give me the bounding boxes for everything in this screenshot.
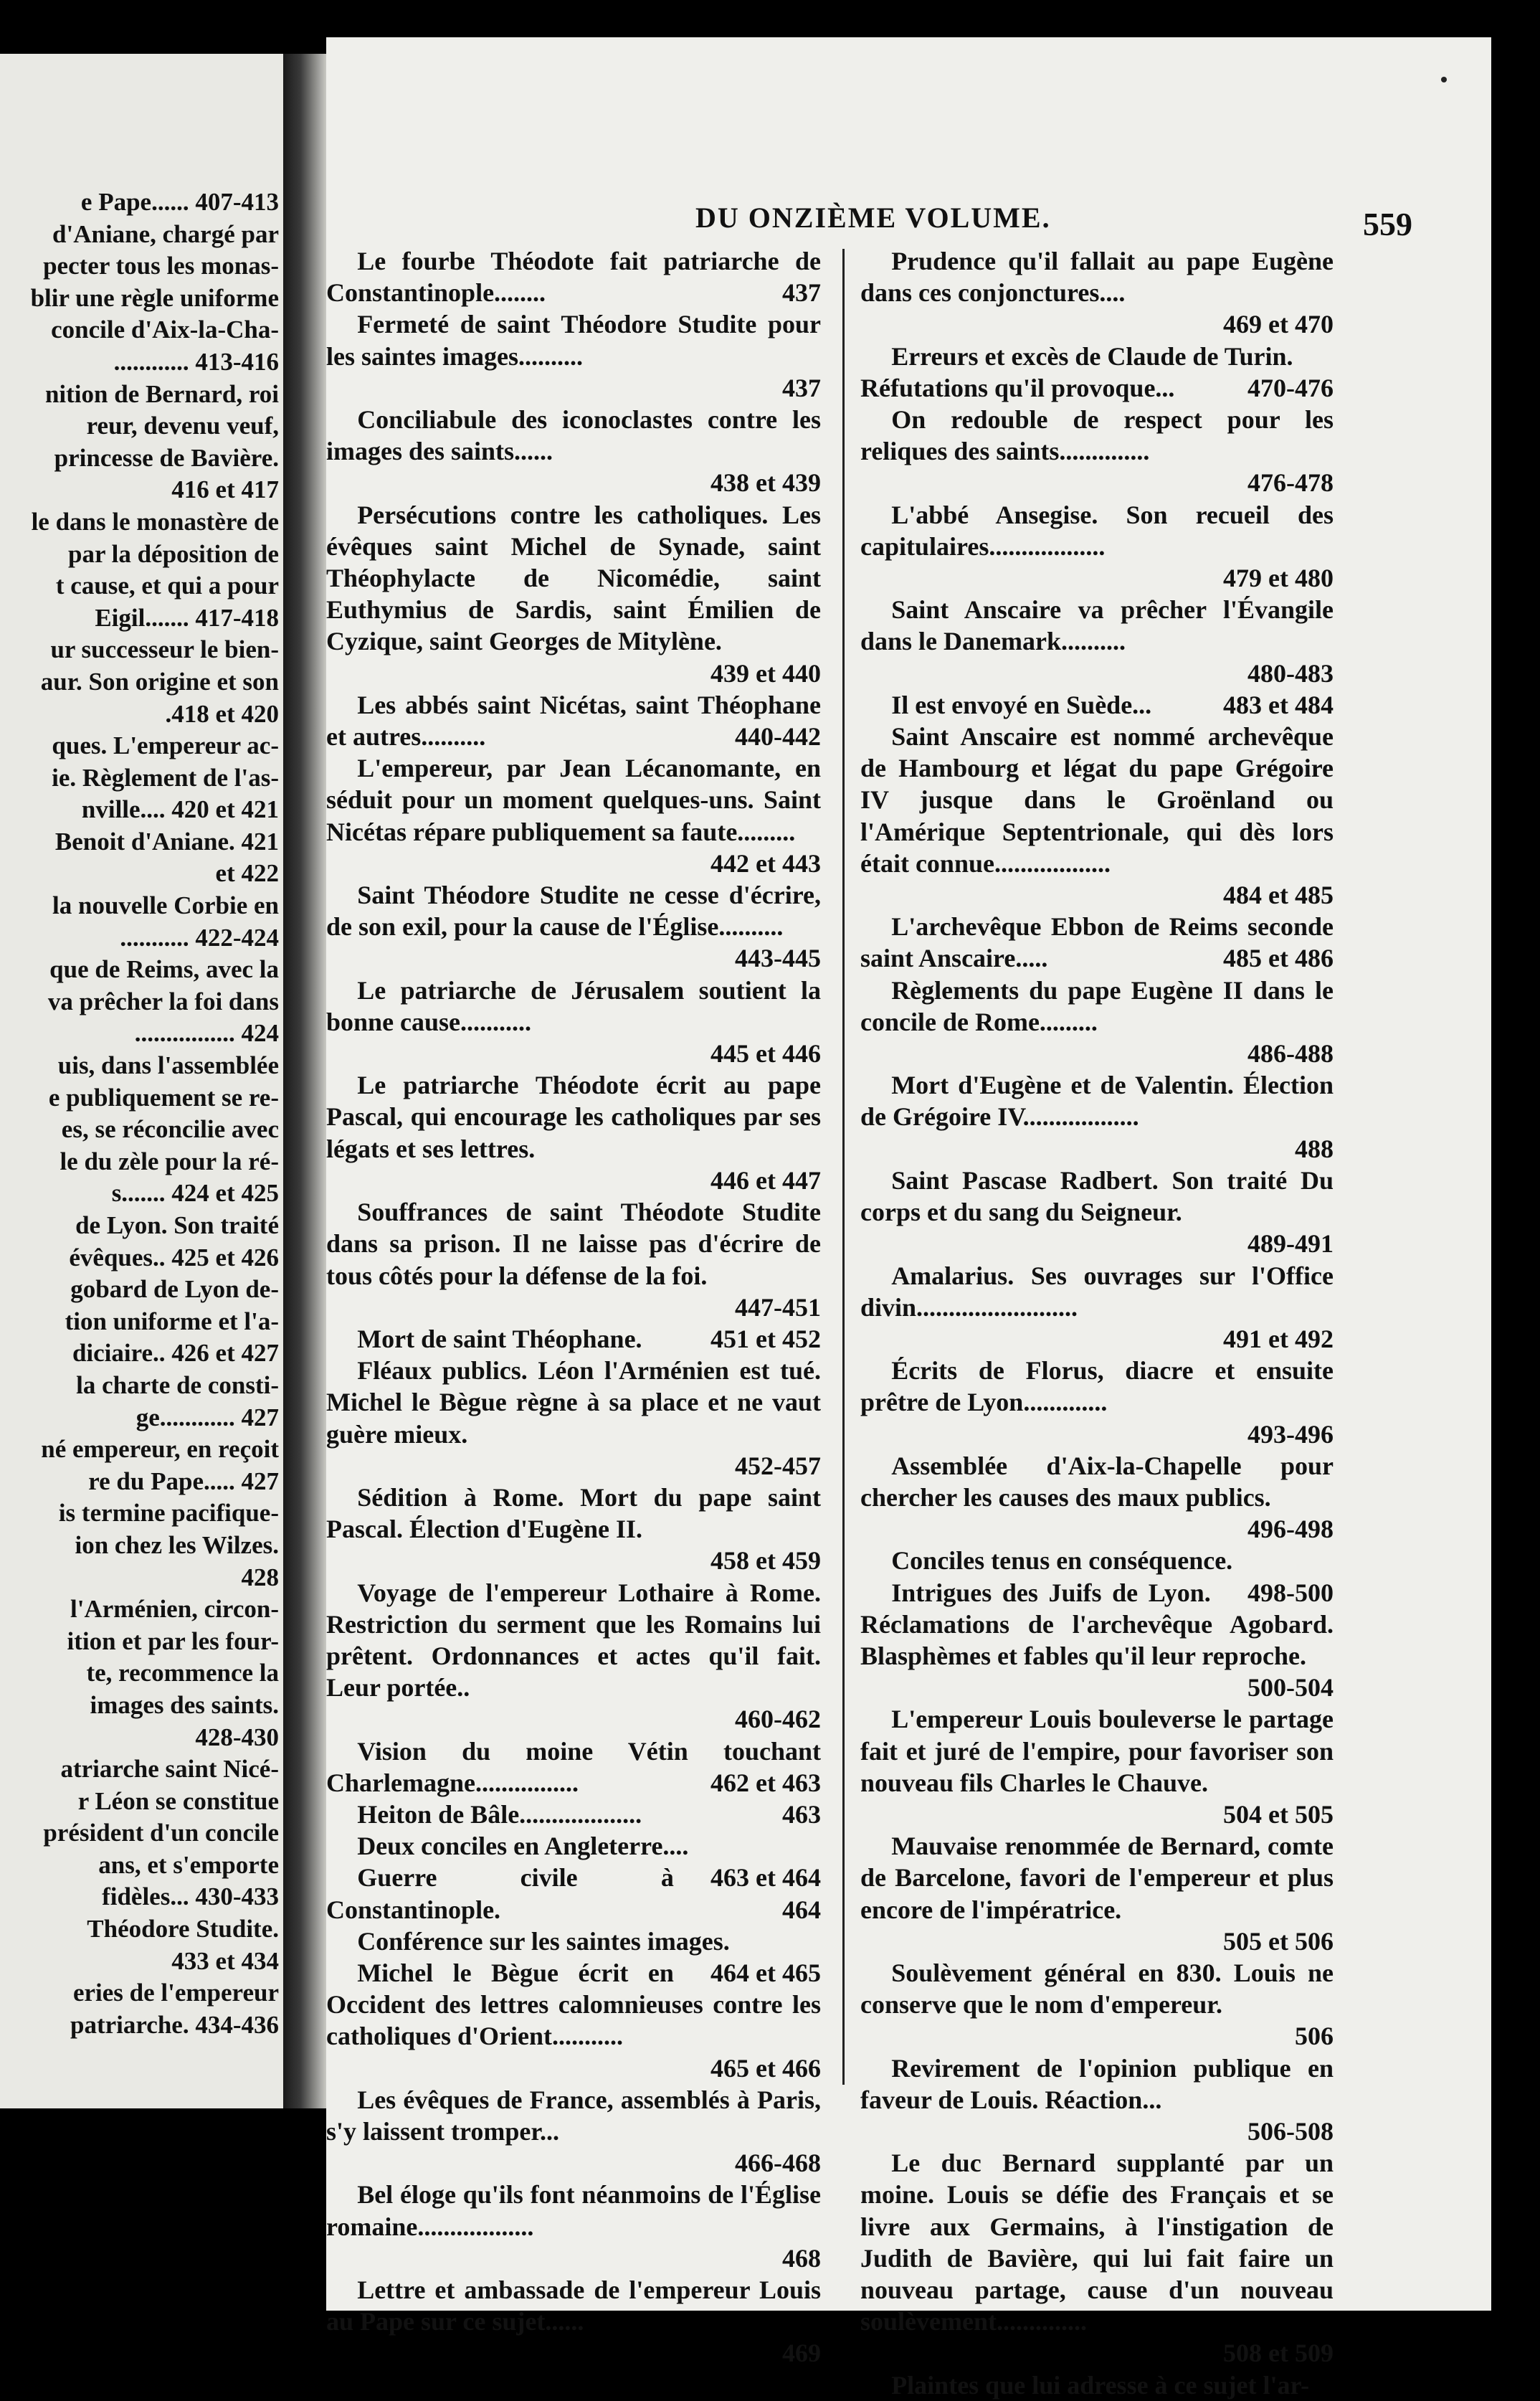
index-entry-text: Le patriarche Théodote écrit au pape Pascal, qui encourage les catholiques par ses légats et ses lettres. xyxy=(326,1071,821,1163)
index-entry-text: Réfutations qu'il provoque... xyxy=(860,373,1175,402)
index-entry-text: Conférence sur les saintes images. xyxy=(357,1926,730,1956)
facing-page-line: ............ 413-416 xyxy=(113,347,279,376)
facing-page-line: reur, devenu veuf, xyxy=(86,412,279,440)
facing-page-line: ans, et s'emporte xyxy=(98,1850,279,1879)
index-entry-text: Souffrances de saint Théodote Studite dans sa prison. Il ne laisse pas d'écrire de tous côtés pour la défense de la foi. xyxy=(326,1198,821,1290)
facing-page-line: diciaire.. 426 et 427 xyxy=(72,1339,279,1368)
facing-page-line: né empereur, en reçoit xyxy=(41,1435,279,1464)
column-divider xyxy=(842,249,845,2085)
index-entry xyxy=(326,689,821,752)
index-entry xyxy=(860,975,1334,1070)
index-entry-pages: 460-462 xyxy=(735,1705,821,1734)
index-entry-text: Assemblée d'Aix-la-Chapelle pour chercher les causes des maux publics. xyxy=(860,1451,1334,1512)
facing-page-line: gobard de Lyon de- xyxy=(70,1275,279,1304)
index-entry-pages: 498-500 xyxy=(1247,1578,1334,1607)
index-entry-text: Persécutions contre les catholiques. Les évêques saint Michel de Synade, saint Théophylacte de Nicomédie, saint Euthymius de Sardis, saint Émilien de Cyzique, saint Georges de Mitylène. xyxy=(326,500,821,656)
facing-page-line: 416 et 417 xyxy=(171,475,279,504)
index-column-left xyxy=(326,245,821,2369)
index-entry xyxy=(860,1703,1334,1830)
index-entry-text: Règlements du pape Eugène II dans le concile de Rome......... xyxy=(860,975,1334,1036)
index-entry-text: Amalarius. Ses ouvrages sur l'Office divin......................... xyxy=(860,1261,1334,1322)
facing-page-line: atriarche saint Nicé- xyxy=(60,1755,279,1784)
index-entry xyxy=(860,1450,1334,1545)
index-entry-text: Le fourbe Théodote fait patriarche de Constantinople........ xyxy=(326,247,821,308)
facing-page-line: nville.... 420 et 421 xyxy=(81,795,279,824)
index-entry-text: Mauvaise renommée de Bernard, comte de Barcelone, favori de l'empereur et plus encore de l'impératrice. xyxy=(860,1832,1334,1924)
facing-page-line: images des saints. xyxy=(90,1690,279,1719)
index-entry-text: Saint Théodore Studite ne cesse d'écrire, de son exil, pour la cause de l'Église.......... xyxy=(326,881,821,942)
index-entry-pages: 488 xyxy=(1295,1134,1334,1163)
index-entry-text: Conciles tenus en conséquence. xyxy=(891,1546,1233,1576)
facing-page-line: concile d'Aix-la-Cha- xyxy=(51,316,279,344)
facing-page-line: patriarche. 434-436 xyxy=(70,2010,279,2039)
index-entry xyxy=(860,1260,1334,1355)
index-entry-text: Soulèvement général en 830. Louis ne conserve que le nom d'empereur. xyxy=(860,1958,1334,2019)
index-entry-text: L'archevêque Ebbon de Reims seconde saint Anscaire..... xyxy=(860,912,1334,973)
index-entry xyxy=(326,404,821,499)
index-entry-pages: 506-508 xyxy=(1247,2116,1334,2146)
index-entry-text: Revirement de l'opinion publique en faveur de Louis. Réaction... xyxy=(860,2053,1334,2114)
index-entry-pages: 506 xyxy=(1295,2022,1334,2051)
facing-page-line: fidèles... 430-433 xyxy=(102,1883,279,1911)
index-entry xyxy=(860,689,1334,721)
index-entry-pages: 466-468 xyxy=(735,2149,821,2178)
index-entry xyxy=(860,499,1334,595)
index-entry xyxy=(860,245,1334,341)
index-entry xyxy=(326,2084,821,2179)
index-entry xyxy=(860,594,1334,689)
index-entry xyxy=(326,245,821,308)
index-entry xyxy=(860,341,1334,372)
index-entry-text: Saint Pascase Radbert. Son traité Du corps et du sang du Seigneur. xyxy=(860,1165,1334,1227)
index-entry xyxy=(326,1926,821,1987)
index-page xyxy=(326,37,1491,2400)
index-entry xyxy=(326,1482,821,1577)
facing-page-line: par la déposition de xyxy=(68,539,279,568)
index-entry-pages: 469 et 470 xyxy=(1223,310,1334,339)
index-entry-text: Sédition à Rome. Mort du pape saint Pascal. Élection d'Eugène II. xyxy=(326,1482,821,1544)
index-entry-pages: 489-491 xyxy=(1247,1229,1334,1259)
index-entry-text: Les abbés saint Nicétas, saint Théophane et autres.......... xyxy=(326,690,821,752)
facing-page-line: Benoit d'Aniane. 421 xyxy=(54,827,279,856)
facing-page-line: ques. L'empereur ac- xyxy=(52,731,279,760)
facing-page-line: de Lyon. Son traité xyxy=(75,1211,279,1239)
index-entry xyxy=(326,1355,821,1482)
facing-page-line: uis, dans l'assemblée xyxy=(57,1051,279,1080)
facing-page-line: le du zèle pour la ré- xyxy=(60,1147,279,1175)
index-entry-pages: 464 xyxy=(782,1895,821,1924)
facing-page-line: blir une règle uniforme xyxy=(30,283,279,312)
book-gutter xyxy=(283,54,326,2108)
index-entry xyxy=(326,752,821,879)
page-number: 559 xyxy=(1363,206,1412,242)
index-entry xyxy=(860,404,1334,499)
index-entry xyxy=(326,1799,821,1830)
index-entry-text: Plaintes que lui adresse à ce sujet l'ar- xyxy=(891,2370,1310,2400)
index-entry xyxy=(326,975,821,1070)
facing-page-line: is termine pacifique- xyxy=(58,1499,279,1528)
index-entry-pages: 496-498 xyxy=(1247,1515,1334,1544)
index-entry-pages: 447-451 xyxy=(735,1292,821,1322)
facing-page-line: ge............ 427 xyxy=(136,1403,279,1431)
index-entry-text: Fermeté de saint Théodore Studite pour les saintes images.......... xyxy=(326,310,821,371)
facing-page-line: ion chez les Wilzes. xyxy=(75,1530,279,1559)
index-entry-text: Les évêques de France, assemblés à Paris, s'y laissent tromper... xyxy=(326,2085,821,2146)
index-entry xyxy=(860,721,1334,911)
index-entry-text: Bel éloge qu'ils font néanmoins de l'Église romaine.................. xyxy=(326,2180,821,2241)
index-entry-text: Le duc Bernard supplanté par un moine. Louis se défie des Français et se livre aux Germains, à l'instigation de Judith de Bavière, qui lui fait faire un nouveau partage, cause d'un nouveau soulèvement.............. xyxy=(860,2149,1334,2336)
index-entry-pages: 491 et 492 xyxy=(1223,1324,1334,1353)
index-entry-pages: 437 xyxy=(782,373,821,402)
facing-page-line: s....... 424 et 425 xyxy=(111,1179,279,1208)
index-entry xyxy=(326,2179,821,2274)
index-entry-pages: 500-504 xyxy=(1247,1673,1334,1703)
index-entry-text: Il est envoyé en Suède... xyxy=(891,690,1152,719)
index-entry-pages: 463 xyxy=(782,1799,821,1829)
index-entry-pages: 493-496 xyxy=(1247,1419,1334,1449)
index-entry-pages: 484 et 485 xyxy=(1223,881,1334,910)
facing-page-text xyxy=(0,186,279,2041)
facing-page-line: es, se réconcilie avec xyxy=(61,1115,279,1144)
index-entry xyxy=(326,1323,821,1355)
index-entry-text: Heiton de Bâle................... xyxy=(357,1799,642,1829)
index-entry-text: Le patriarche de Jérusalem soutient la bonne cause........... xyxy=(326,975,821,1036)
index-entry-text: Michel le Bègue écrit en Occident des lettres calomnieuses contre les catholiques d'Orient........... xyxy=(326,1958,821,2051)
index-entry-text: Conciliabule des iconoclastes contre les images des saints...... xyxy=(326,405,821,466)
index-entry xyxy=(860,911,1334,974)
index-entry-pages: 483 et 484 xyxy=(1223,690,1334,719)
facing-page-line: te, recommence la xyxy=(86,1659,279,1687)
index-entry-pages: 452-457 xyxy=(735,1451,821,1480)
facing-page-line: eries de l'empereur xyxy=(72,1979,279,2007)
facing-page-line: .418 et 420 xyxy=(165,699,279,728)
facing-page-line: ur successeur le bien- xyxy=(50,635,279,664)
index-entry-pages: 451 et 452 xyxy=(710,1324,821,1353)
index-entry-pages: 438 et 439 xyxy=(710,468,821,498)
index-entry-pages: 437 xyxy=(782,278,821,308)
facing-page-line: 433 et 434 xyxy=(171,1946,279,1975)
index-entry-text: L'abbé Ansegise. Son recueil des capitulaires.................. xyxy=(860,500,1334,561)
index-entry xyxy=(326,1830,821,1893)
index-entry-text: Fléaux publics. Léon l'Arménien est tué. Michel le Bègue règne à sa place et ne vaut guère mieux. xyxy=(326,1356,821,1449)
facing-page-line: le dans le monastère de xyxy=(31,507,279,536)
index-entry xyxy=(860,372,1334,404)
facing-page-line: aur. Son origine et son xyxy=(40,667,279,696)
index-entry xyxy=(860,2052,1334,2148)
index-entry-pages: 445 et 446 xyxy=(710,1039,821,1069)
index-entry-text: On redouble de respect pour les reliques des saints.............. xyxy=(860,405,1334,466)
facing-page-line: président d'un concile xyxy=(43,1819,279,1847)
index-entry-pages: 479 et 480 xyxy=(1223,564,1334,593)
index-entry-pages: 458 et 459 xyxy=(710,1546,821,1576)
facing-page-line: d'Aniane, chargé par xyxy=(52,219,279,248)
index-entry-pages: 440-442 xyxy=(735,722,821,752)
facing-page-line: la charte de consti- xyxy=(76,1370,279,1399)
index-entry xyxy=(326,1577,821,1735)
index-entry-pages: 476-478 xyxy=(1247,468,1334,498)
index-entry xyxy=(326,308,821,404)
index-entry-text: Saint Anscaire est nommé archevêque de Hambourg et légat du pape Grégoire IV jusque dans le Groënland ou l'Amérique Septentrionale, qui dès lors était connue.................. xyxy=(860,722,1334,878)
index-entry-text: Voyage de l'empereur Lothaire à Rome. Restriction du serment que les Romains lui prêtent. Ordonnances et actes qu'il fait. Leur portée.. xyxy=(326,1578,821,1703)
index-entry-pages: 463 et 464 xyxy=(710,1863,821,1893)
index-entry-pages: 504 et 505 xyxy=(1223,1799,1334,1829)
facing-page-line: ........... 422-424 xyxy=(120,923,279,952)
index-entry-pages: 508 et 509 xyxy=(1223,2339,1334,2368)
index-entry-pages: 465 et 466 xyxy=(710,2053,821,2083)
index-column-right xyxy=(860,245,1334,2401)
facing-page-line: nition de Bernard, roi xyxy=(44,379,279,408)
index-entry-pages: 480-483 xyxy=(1247,658,1334,688)
facing-page-line: r Léon se constitue xyxy=(77,1786,279,1815)
index-entry xyxy=(326,1735,821,1799)
index-entry-pages: 462 et 463 xyxy=(710,1768,821,1797)
index-entry-text: Mort de saint Théophane. xyxy=(357,1324,642,1353)
index-entry-pages: 446 et 447 xyxy=(710,1165,821,1195)
facing-page-line: ition et par les four- xyxy=(67,1626,279,1655)
facing-page-line: tion uniforme et l'a- xyxy=(65,1307,279,1335)
facing-page-line: e publiquement se re- xyxy=(48,1083,279,1112)
index-entry xyxy=(860,1957,1334,2052)
facing-page-line: e Pape...... 407-413 xyxy=(80,188,279,216)
index-entry-text: Erreurs et excès de Claude de Turin. xyxy=(891,341,1293,371)
facing-page-line: 428-430 xyxy=(195,1723,279,1751)
index-entry-pages: 468 xyxy=(782,2243,821,2273)
facing-page-line: ................ 424 xyxy=(134,1019,279,1048)
index-entry-text: Guerre civile à Constantinople. xyxy=(326,1863,674,1924)
index-entry-pages: 443-445 xyxy=(735,944,821,973)
facing-page-line: ie. Règlement de l'as- xyxy=(52,763,279,792)
index-entry xyxy=(326,1196,821,1323)
index-entry xyxy=(326,879,821,975)
index-entry-pages: 464 et 465 xyxy=(710,1958,821,1987)
index-entry xyxy=(860,1830,1334,1957)
index-entry xyxy=(326,1069,821,1196)
index-entry-pages: 505 et 506 xyxy=(1223,1926,1334,1956)
index-entry-pages: 439 et 440 xyxy=(710,658,821,688)
facing-page-line: et 422 xyxy=(215,859,279,888)
index-entry-text: Lettre et ambassade de l'empereur Louis au Pape sur ce sujet...... xyxy=(326,2275,821,2336)
facing-page-line: Théodore Studite. xyxy=(87,1915,279,1943)
index-entry xyxy=(860,2369,1334,2401)
speck xyxy=(1441,77,1447,82)
running-title: DU ONZIÈME VOLUME. xyxy=(695,202,1051,234)
facing-page-line: pecter tous les monas- xyxy=(43,252,279,280)
index-entry xyxy=(860,1165,1334,1260)
index-entry-pages: 469 xyxy=(782,2339,821,2368)
facing-page-line: l'Arménien, circon- xyxy=(70,1595,279,1624)
running-head xyxy=(326,201,1491,244)
index-entry-text: Intrigues des Juifs de Lyon. Réclamations de l'archevêque Agobard. Blasphèmes et fables qu'il leur reproche. xyxy=(860,1578,1334,1670)
index-entry-text: L'empereur, par Jean Lécanomante, en séduit pour un moment quelques-uns. Saint Nicétas répare publiquement sa faute......... xyxy=(326,754,821,846)
index-entry xyxy=(326,2274,821,2369)
index-entry-text: Prudence qu'il fallait au pape Eugène dans ces conjonctures.... xyxy=(860,247,1334,308)
facing-page-line: que de Reims, avec la xyxy=(49,955,279,984)
index-entry xyxy=(860,2147,1334,2369)
index-entry-pages: 470-476 xyxy=(1247,373,1334,402)
index-entry-text: Deux conciles en Angleterre.... xyxy=(357,1832,689,1861)
facing-page-line: 428 xyxy=(241,1563,279,1591)
index-entry-text: Vision du moine Vétin touchant Charlemagne................ xyxy=(326,1736,821,1797)
index-entry-text: Écrits de Florus, diacre et ensuite prêtre de Lyon............. xyxy=(860,1356,1334,1417)
facing-page-line: re du Pape..... 427 xyxy=(88,1467,279,1495)
index-entry-text: L'empereur Louis bouleverse le partage fait et juré de l'empire, pour favoriser son nouveau fils Charles le Chauve. xyxy=(860,1705,1334,1797)
facing-page-line: évêques.. 425 et 426 xyxy=(69,1243,279,1271)
index-entry xyxy=(326,499,821,689)
facing-page-fragment xyxy=(0,54,283,2108)
facing-page-line: princesse de Bavière. xyxy=(54,443,279,472)
facing-page-line: Eigil....... 417-418 xyxy=(95,603,279,632)
index-entry-pages: 485 et 486 xyxy=(1223,944,1334,973)
facing-page-line: la nouvelle Corbie en xyxy=(52,891,279,920)
facing-page-line: va prêcher la foi dans xyxy=(47,987,279,1015)
index-entry xyxy=(860,1069,1334,1165)
facing-page-line: t cause, et qui a pour xyxy=(55,572,279,600)
index-entry-text: Mort d'Eugène et de Valentin. Élection de Grégoire IV.................. xyxy=(860,1071,1334,1132)
index-entry xyxy=(860,1355,1334,1450)
index-entry-pages: 442 et 443 xyxy=(710,848,821,878)
index-entry xyxy=(860,1545,1334,1607)
index-entry-text: Saint Anscaire va prêcher l'Évangile dans le Danemark.......... xyxy=(860,595,1334,656)
index-entry-pages: 486-488 xyxy=(1247,1039,1334,1069)
